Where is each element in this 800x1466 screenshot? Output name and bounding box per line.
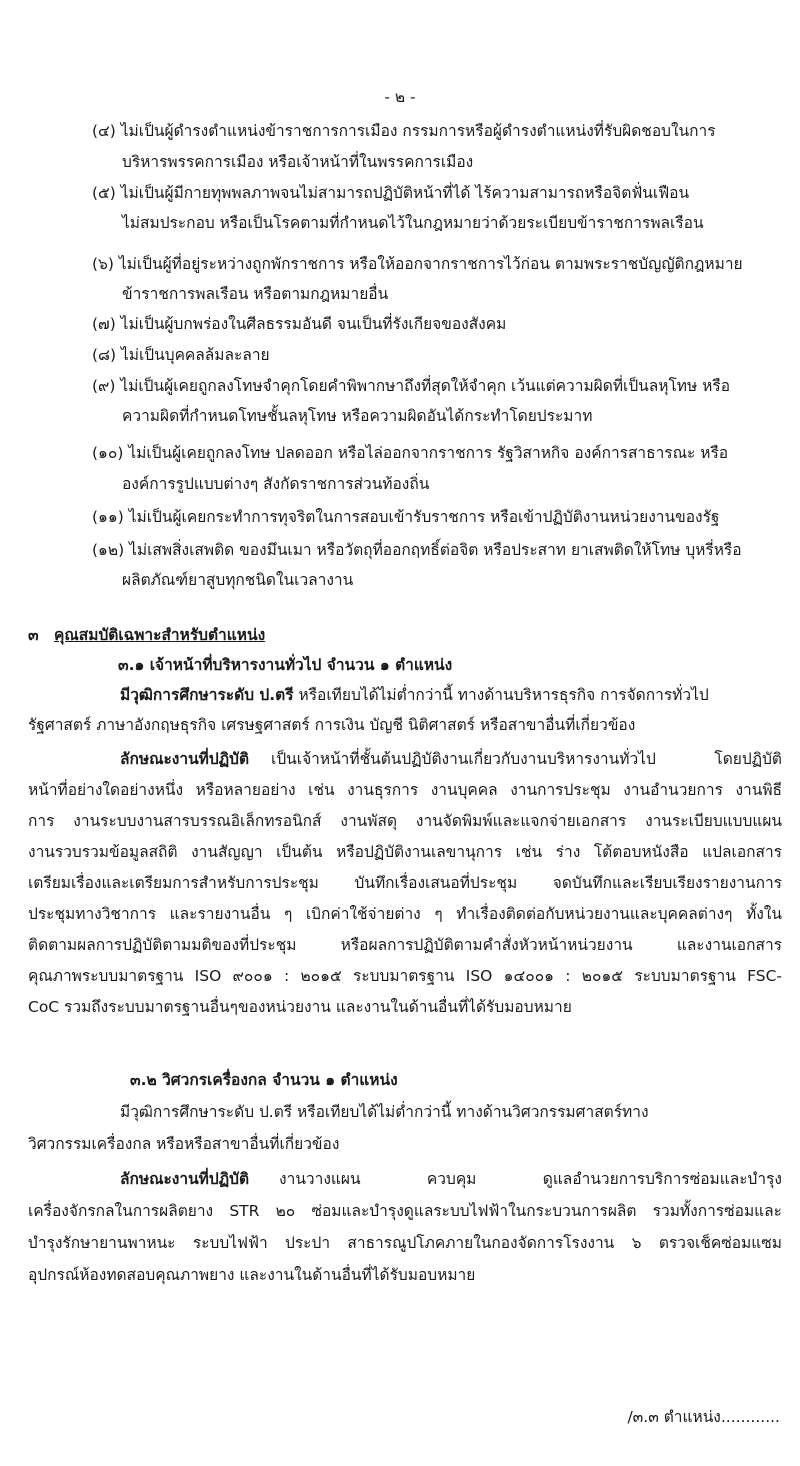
- position-2-education-line2: วิศวกรรมเครื่องกล หรือหรือสาขาอื่นที่เกี่ยวข้อง: [28, 1135, 340, 1153]
- position-2-title: ๓.๒ วิศวกรเครื่องกล จำนวน ๑ ตำแหน่ง: [130, 1071, 398, 1089]
- section-heading: [28, 626, 265, 645]
- list-item-9-line1: (๙) ไม่เป็นผู้เคยถูกลงโทษจำคุกโดยคำพิพากษาถึงที่สุดให้จำคุก เว้นแต่ความผิดที่เป็นลหุโทษ หรือ: [92, 377, 731, 395]
- list-item-5-line2: ไม่สมประกอบ หรือเป็นโรคตามที่กำหนดไว้ในกฎหมายว่าด้วยระเบียบข้าราชการพลเรือน: [122, 214, 704, 232]
- list-item-12-line2: ผลิตภัณฑ์ยาสูบทุกชนิดในเวลางาน: [122, 571, 354, 589]
- list-item-9-line2: ความผิดที่กำหนดโทษชั้นลหุโทษ หรือความผิดอันได้กระทำโดยประมาท: [122, 407, 593, 425]
- position-2-education-line1: มีวุฒิการศึกษาระดับ ป.ตรี หรือเทียบได้ไม่ต่ำกว่านี้ ทางด้านวิศวกรรมศาสตร์ทาง: [120, 1103, 649, 1121]
- continuation-note: /๓.๓ ตำแหน่ง............: [627, 1408, 780, 1426]
- position-1-education-label: มีวุฒิการศึกษาระดับ ป.ตรี: [120, 686, 294, 704]
- list-item-4-line2: บริหารพรรคการเมือง หรือเจ้าหน้าที่ในพรรคการเมือง: [122, 153, 474, 171]
- list-item-10-line2: องค์การรูปแบบต่างๆ สังกัดราชการส่วนท้องถิ่น: [122, 475, 430, 493]
- position-2-duty-line4: อุปกรณ์ห้องทดสอบคุณภาพยาง และงานในด้านอื่นที่ได้รับมอบหมาย: [28, 1266, 476, 1284]
- position-2-duty-line2: เครื่องจักรกลในการผลิตยาง STR ๒๐ ซ่อมและบำรุงดูแลระบบไฟฟ้าในกระบวนการผลิต รวมทั้งการซ่อมและ: [28, 1202, 782, 1220]
- position-1-duty-line1: [120, 750, 782, 769]
- list-item-4-line1: (๔) ไม่เป็นผู้ดำรงตำแหน่งข้าราชการการเมือง กรรมการหรือผู้ดำรงตำแหน่งที่รับผิดชอบในการ: [92, 122, 716, 140]
- position-1-duty-text: เป็นเจ้าหน้าที่ชั้นต้นปฏิบัติงานเกี่ยวกับงานบริหารงานทั่วไป โดยปฏิบัติ: [271, 750, 782, 768]
- position-1-duty-line2: หน้าที่อย่างใดอย่างหนึ่ง หรือหลายอย่าง เช่น งานธุรการ งานบุคคล งานการประชุม งานอำนวยการ งานพิธี: [28, 781, 782, 799]
- section-number: ๓: [28, 626, 39, 644]
- list-item-6-line2: ข้าราชการพลเรือน หรือตามกฎหมายอื่น: [122, 285, 389, 303]
- position-1-duty-line6: ประชุมทางวิชาการ และรายงานอื่น ๆ เบิกค่าใช้จ่ายต่าง ๆ ทำเรื่องติดต่อกับหน่วยงานและบุคคลต่างๆ ทั้งใน: [28, 905, 782, 923]
- position-1-title: ๓.๑ เจ้าหน้าที่บริหารงานทั่วไป จำนวน ๑ ตำแหน่ง: [118, 656, 453, 674]
- position-1-education-line2: รัฐศาสตร์ ภาษาอังกฤษธุรกิจ เศรษฐศาสตร์ การเงิน บัญชี นิติศาสตร์ หรือสาขาอื่นที่เกี่ยวข้อง: [28, 716, 636, 734]
- list-item-12-line1: (๑๒) ไม่เสพสิ่งเสพติด ของมึนเมา หรือวัตถุที่ออกฤทธิ์ต่อจิต หรือประสาท ยาเสพติดให้โทษ บุหรี่หรือ: [92, 541, 742, 559]
- position-2-duty-line3: บำรุงรักษายานพาหนะ ระบบไฟฟ้า ประปา สาธารณูปโภคภายในกองจัดการโรงงาน ๖ ตรวจเช็คซ่อมแซม: [28, 1234, 782, 1252]
- position-2-duty-label: ลักษณะงานที่ปฏิบัติ: [120, 1170, 250, 1188]
- position-1-duty-line4: งานรวบรวมข้อมูลสถิติ งานสัญญา เป็นต้น หรือปฏิบัติงานเลขานุการ เช่น ร่าง โต้ตอบหนังสือ แปลเอกสาร: [28, 843, 782, 861]
- position-1-duty-label: ลักษณะงานที่ปฏิบัติ: [120, 750, 250, 768]
- position-1-duty-line9: CoC รวมถึงระบบมาตรฐานอื่นๆของหน่วยงาน และงานในด้านอื่นที่ได้รับมอบหมาย: [28, 998, 572, 1016]
- position-2-duty-text: งานวางแผน ควบคุม ดูแลอำนวยการบริการซ่อมและบำรุง: [279, 1170, 782, 1188]
- position-2-duty-line1: [120, 1170, 782, 1189]
- list-item-6-line1: (๖) ไม่เป็นผู้ที่อยู่ระหว่างถูกพักราชการ หรือให้ออกจากราชการไว้ก่อน ตามพระราชบัญญัติกฎหมาย: [92, 255, 743, 273]
- page-number: - ๒ -: [384, 88, 416, 106]
- list-item-8: (๘) ไม่เป็นบุคคลล้มละลาย: [92, 346, 270, 364]
- position-1-duty-line7: ติดตามผลการปฏิบัติตามมติของที่ประชุม หรือผลการปฏิบัติตามคำสั่งหัวหน้าหน่วยงาน และงานเอกสาร: [28, 936, 782, 954]
- position-1-education-line1: [120, 686, 709, 705]
- list-item-10-line1: (๑๐) ไม่เป็นผู้เคยถูกลงโทษ ปลดออก หรือไล่ออกจากราชการ รัฐวิสาหกิจ องค์การสาธารณะ หรือ: [92, 444, 729, 462]
- position-1-education-text: หรือเทียบได้ไม่ต่ำกว่านี้ ทางด้านบริหารธุรกิจ การจัดการทั่วไป: [293, 686, 709, 704]
- list-item-5-line1: (๕) ไม่เป็นผู้มีกายทุพพลภาพจนไม่สามารถปฏิบัติหน้าที่ได้ ไร้ความสามารถหรือจิตฟั่นเฟือน: [92, 184, 690, 202]
- list-item-7: (๗) ไม่เป็นผู้บกพร่องในศีลธรรมอันดี จนเป็นที่รังเกียจของสังคม: [92, 315, 507, 333]
- section-title: คุณสมบัติเฉพาะสำหรับตำแหน่ง: [54, 626, 266, 644]
- position-1-duty-line5: เตรียมเรื่องและเตรียมการสำหรับการประชุม บันทึกเรื่องเสนอที่ประชุม จดบันทึกและเรียบเรียงรายงานการ: [28, 874, 782, 892]
- position-1-duty-line3: การ งานระบบงานสารบรรณอิเล็กทรอนิกส์ งานพัสดุ งานจัดพิมพ์และแจกจ่ายเอกสาร งานระเบียบแบบแผน: [28, 812, 782, 830]
- position-1-duty-line8: คุณภาพระบบมาตรฐาน ISO ๙๐๐๑ : ๒๐๑๕ ระบบมาตรฐาน ISO ๑๔๐๐๑ : ๒๐๑๕ ระบบมาตรฐาน FSC-: [28, 967, 782, 985]
- list-item-11: (๑๑) ไม่เป็นผู้เคยกระทำการทุจริตในการสอบเข้ารับราชการ หรือเข้าปฏิบัติงานหน่วยงานของรัฐ: [92, 508, 720, 526]
